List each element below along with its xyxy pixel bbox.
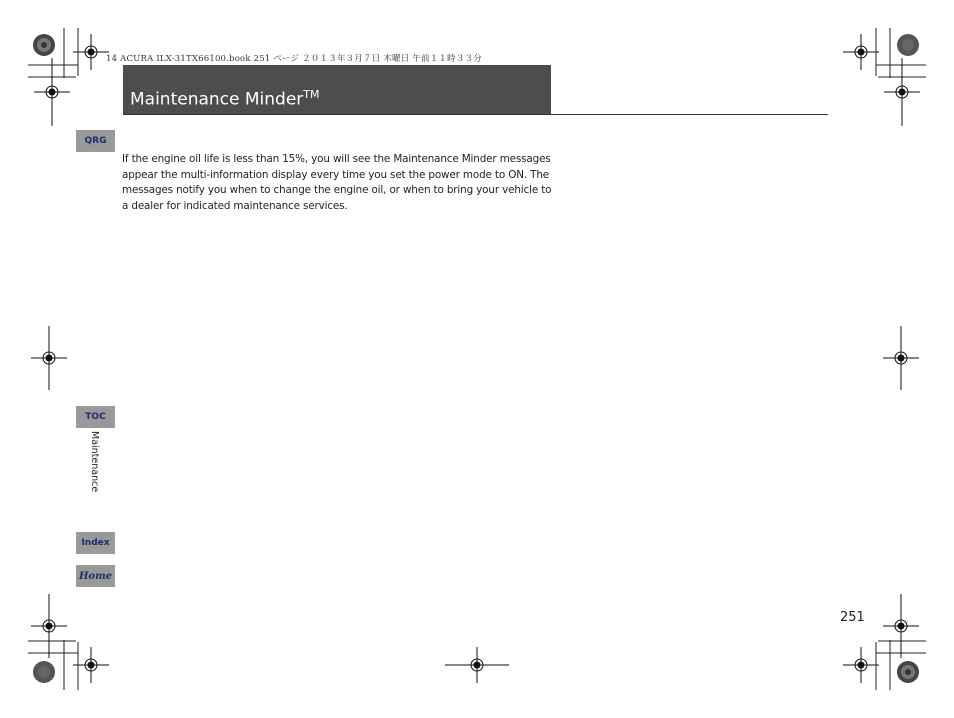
page-number: 251 — [840, 610, 865, 625]
body-paragraph: If the engine oil life is less than 15%, you will see the Maintenance Minder messages appear the multi-information display every time you set the power mode to ON. The messages notify you when to change the engine oil, or when to bring your vehicle to a dealer for indicated maintenance services. — [122, 153, 552, 212]
index-tab[interactable]: Index — [76, 532, 115, 554]
chapter-label-text: Maintenance — [89, 431, 100, 493]
title-underline — [123, 114, 828, 115]
trademark-mark: TM — [303, 88, 320, 102]
toc-tab[interactable]: TOC — [76, 406, 115, 428]
home-label: Home — [78, 570, 113, 582]
chapter-label — [86, 431, 106, 501]
home-tab[interactable] — [76, 565, 115, 587]
qrg-tab[interactable]: QRG — [76, 130, 115, 152]
title-main: Maintenance Minder — [130, 90, 304, 110]
section-title-bar — [123, 65, 551, 114]
page-title — [130, 88, 320, 110]
print-header: 14 ACURA ILX-31TX66100.book 251 ページ ２０１３年３月７日 木曜日 午前１１時３３分 — [106, 54, 482, 64]
